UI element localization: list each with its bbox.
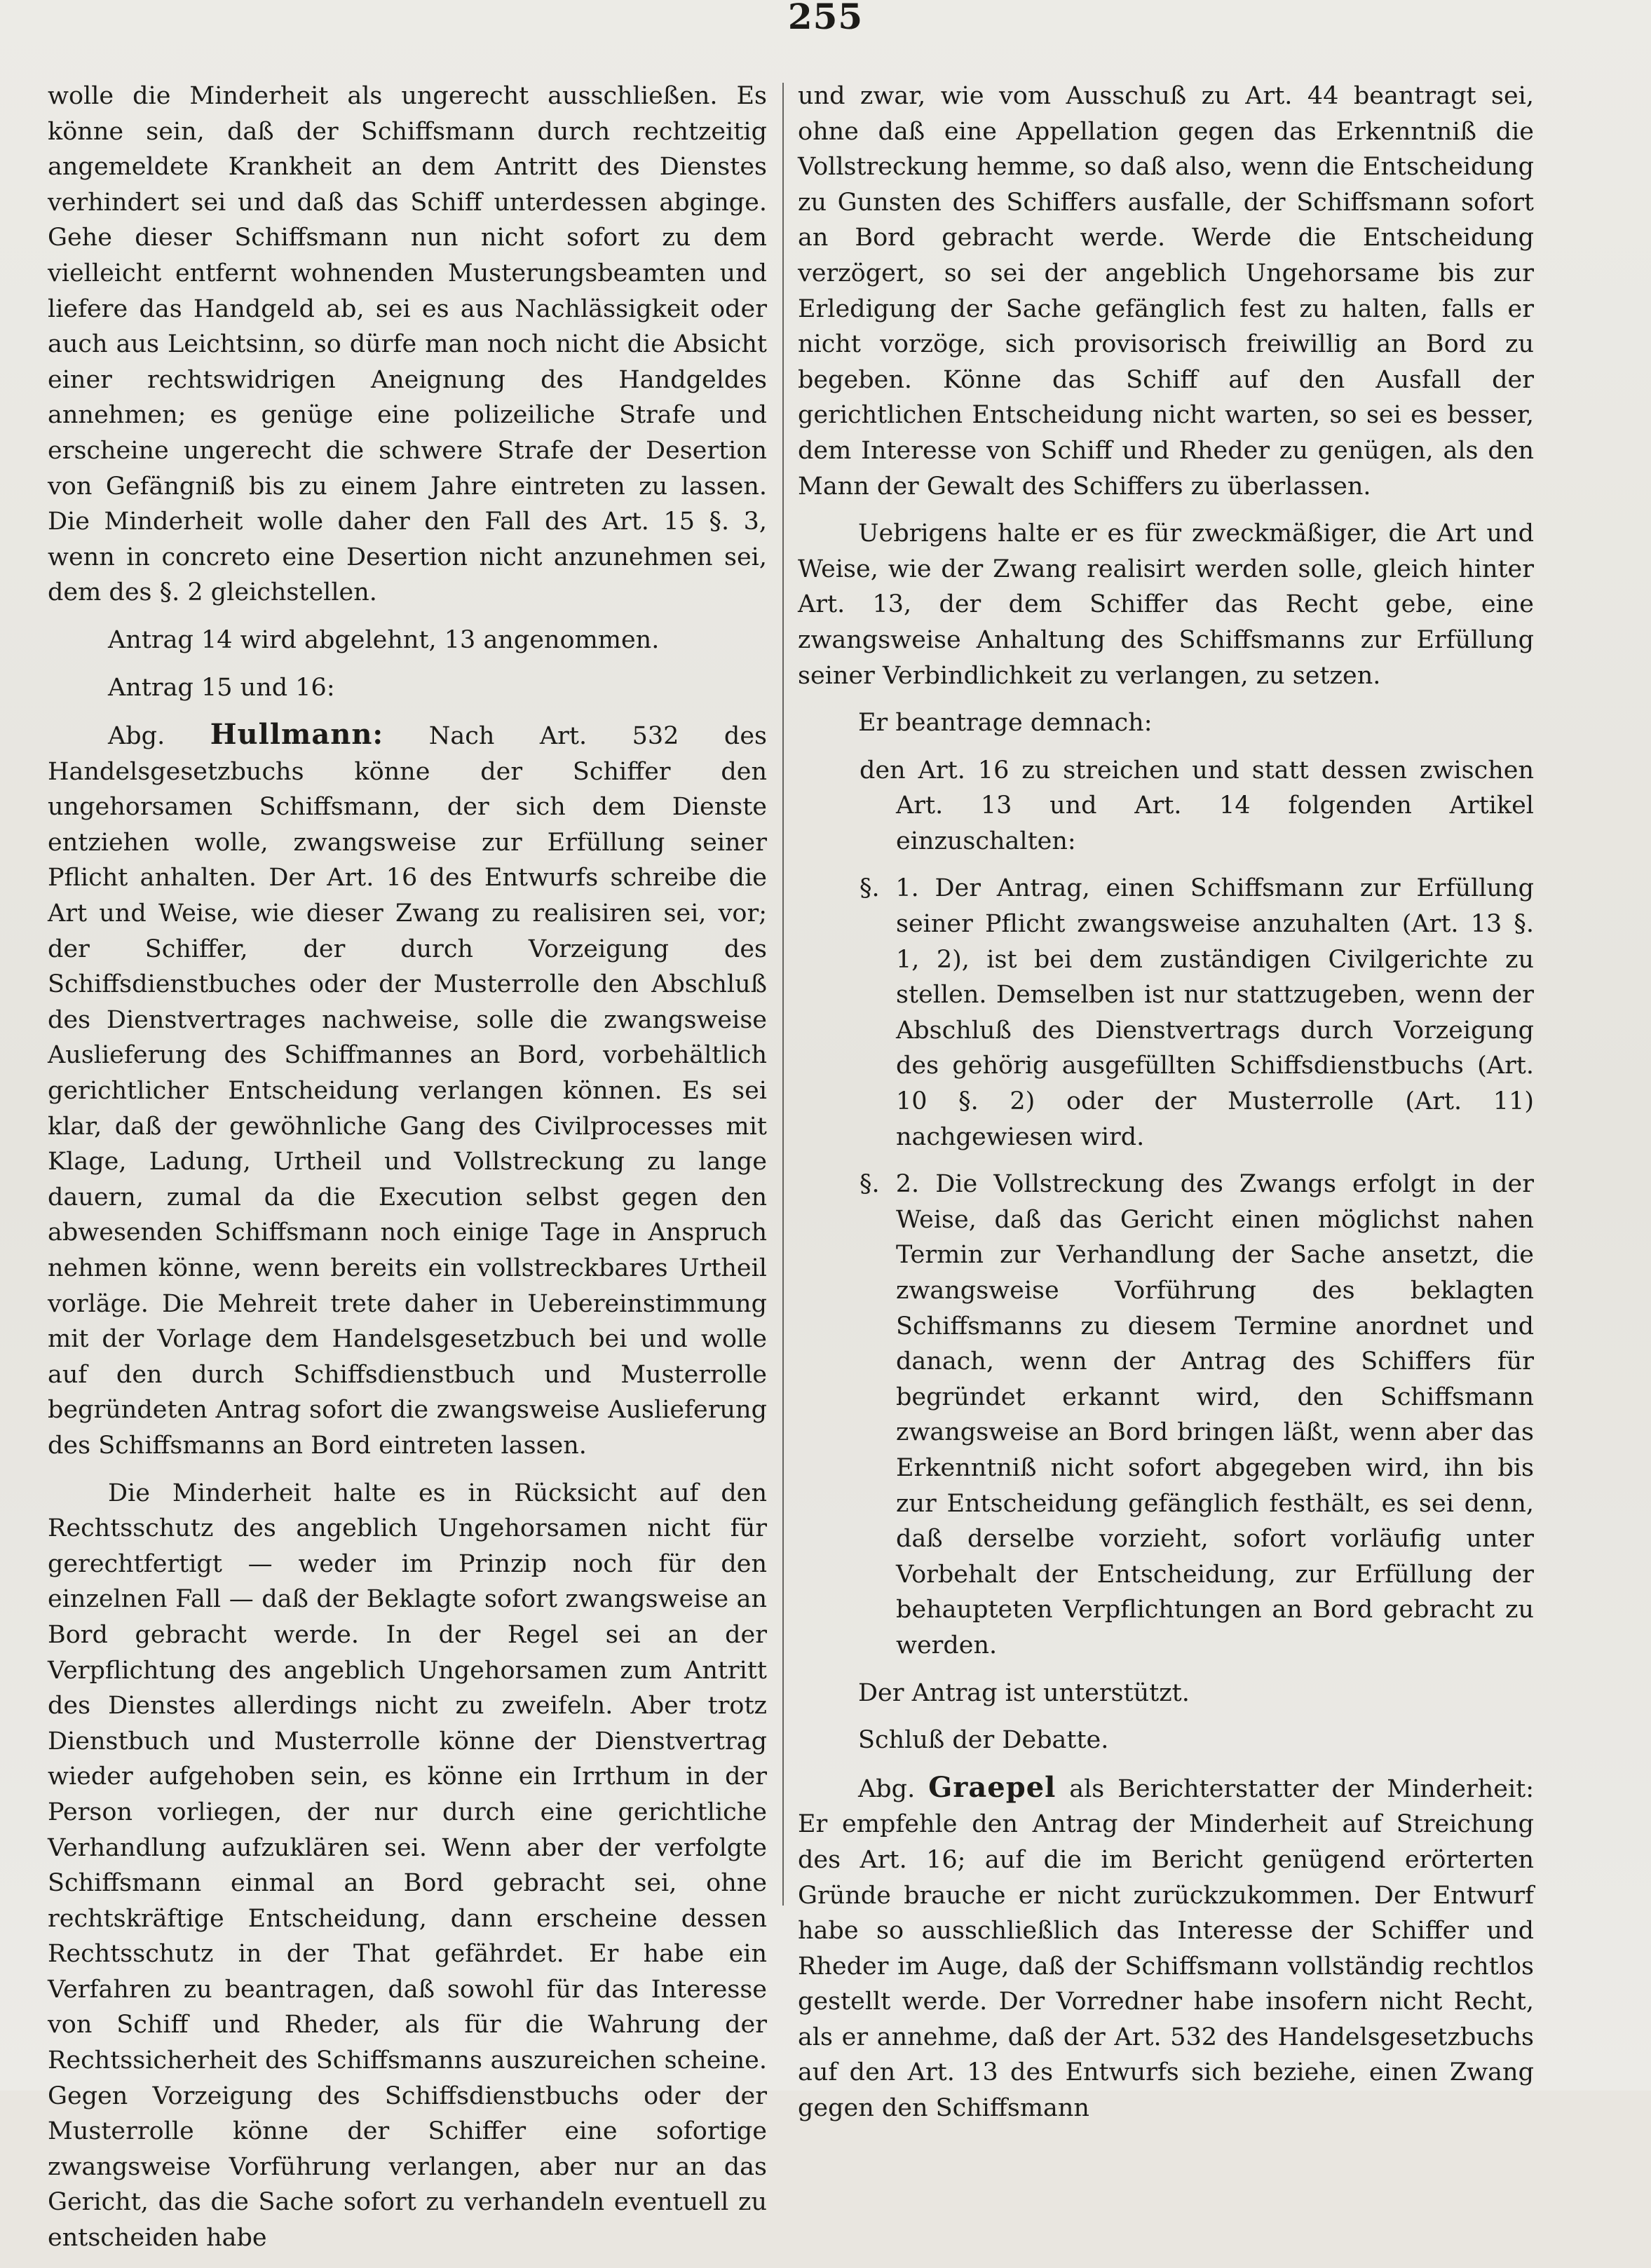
paragraph: Der Antrag ist unterstützt. (858, 1678, 1190, 1707)
speaker-name: Hullmann: (210, 718, 384, 752)
left-column (48, 79, 767, 2268)
paragraph: Schluß der Debatte. (858, 1726, 1109, 1755)
speech-paragraph (48, 717, 767, 1463)
motion-paragraph: den Art. 16 zu streichen und statt dessen zwischen Art. 13 und Art. 14 folgenden Artikel einzuschalten: (860, 756, 1534, 855)
speaker-name: Graepel (928, 1770, 1056, 1804)
right-column (798, 79, 1534, 2138)
motion-paragraph-2: §. 2. Die Vollstreckung des Zwangs erfolgt in der Weise, daß das Gericht einen möglichst nahen Termin zur Verhandlung der Sache ansetzt, die zwangsweise Vorführung des beklagten Schiffsmanns zu diesem Termine anordnet und danach, wenn der Antrag des Schiffers für begründet erkannt wird, den Schiffsmann zwangsweise an Bord bringen läßt, wenn aber das Erkenntniß nicht sofort abgegeben wird, ihn bis zur Entscheidung gefänglich festhält, es sei denn, daß derselbe vorzieht, sofort vorläufig unter Vorbehalt der Entscheidung, zur Erfüllung der behaupteten Verpflichtungen an Bord gebracht zu werden. (860, 1170, 1534, 1659)
speech-text: als Berichterstatter der Minderheit: Er empfehle den Antrag der Minderheit auf Streichung des Art. 16; auf die im Bericht genügend erörterten Gründe brauche er nicht zurückzukommen. Der Entwurf habe so ausschließlich das Interesse der Schiffer und Rheder im Auge, daß der Schiffsmann vollständig rechtlos gestellt werde. Der Vorredner habe insofern nicht Recht, als er annehme, daß der Art. 532 des Handelsgesetzbuchs auf den Art. 13 des Entwurfs sich beziehe, einen Zwang gegen den Schiffsmann (798, 1774, 1534, 2123)
speech-text: Nach Art. 532 des Handelsgesetzbuchs könne der Schiffer den ungehorsamen Schiffsmann, der sich dem Dienste entziehen wolle, zwangsweise zur Erfüllung seiner Pflicht anhalten. Der Art. 16 des Entwurfs schreibe die Art und Weise, wie dieser Zwang zu realisiren sei, vor; der Schiffer, der durch Vorzeigung des Schiffsdienstbuches oder der Musterrolle den Abschluß des Dienstvertrages nachweise, solle die zwangsweise Auslieferung des Schiffmannes an Bord, vorbehältlich gerichtlicher Entscheidung verlangen können. Es sei klar, daß der gewöhnliche Gang des Civilprocesses mit Klage, Ladung, Urtheil und Vollstreckung zu lange dauern, zumal da die Execution selbst gegen den abwesenden Schiffsmann noch einige Tage in Anspruch nehmen könne, wenn bereits ein vollstreckbares Urtheil vorläge. Die Mehreit trete daher in Uebereinstimmung mit der Vorlage dem Handelsgesetzbuch bei und wolle auf den durch Schiffsdienstbuch und Musterrolle begründeten Antrag sofort die zwangsweise Auslieferung des Schiffsmanns an Bord eintreten lassen. (48, 722, 767, 1460)
motion-paragraph-1: §. 1. Der Antrag, einen Schiffsmann zur Erfüllung seiner Pflicht zwangsweise anzuhalten (Art. 13 §. 1, 2), ist bei dem zuständigen Civilgerichte zu stellen. Demselben ist nur stattzugeben, wenn der Abschluß des Dienstvertrags durch Vorzeigung des gehörig ausgefüllten Schiffsdienstbuchs (Art. 10 §. 2) oder der Musterrolle (Art. 11) nachgewiesen wird. (860, 874, 1534, 1151)
paragraph: wolle die Minderheit als ungerecht ausschließen. Es könne sein, daß der Schiffsmann durch rechtzeitig angemeldete Krankheit an dem Antritt des Dienstes verhindert sei und daß das Schiff unterdessen abginge. Gehe dieser Schiffsmann nun nicht sofort zu dem vielleicht entfernt wohnenden Musterungsbeamten und liefere das Handgeld ab, sei es aus Nachlässigkeit oder auch aus Leichtsinn, so dürfe man noch nicht die Absicht einer rechtswidrigen Aneignung des Handgeldes annehmen; es genüge eine polizeiliche Strafe und erscheine ungerecht die schwere Strafe der Desertion von Gefängniß bis zu einem Jahre eintreten zu lassen. Die Minderheit wolle daher den Fall des Art. 15 §. 3, wenn in concreto eine Desertion nicht anzunehmen sei, dem des §. 2 gleichstellen. (48, 82, 767, 607)
speech-prefix: Abg. (108, 722, 165, 751)
page-number: 255 (787, 0, 864, 37)
paragraph: Die Minderheit halte es in Rücksicht auf den Rechtsschutz des angeblich Ungehorsamen nicht für gerechtfertigt — weder im Prinzip noch für den einzelnen Fall — daß der Beklagte sofort zwangsweise an Bord gebracht werde. In der Regel sei an der Verpflichtung des angeblich Ungehorsamen zum Antritt des Dienstes allerdings nicht zu zweifeln. Aber trotz Dienstbuch und Musterrolle könne der Dienstvertrag wieder aufgehoben sein, es könne ein Irrthum in der Person vorliegen, der nur durch eine gerichtliche Verhandlung aufzuklären sei. Wenn aber der verfolgte Schiffsmann einmal an Bord gebracht sei, ohne rechtskräftige Entscheidung, dann erscheine dessen Rechtsschutz in der That gefährdet. Er habe ein Verfahren zu beantragen, daß sowohl für das Interesse von Schiff und Rheder, als für die Wahrung der Rechtssicherheit des Schiffsmanns auszureichen scheine. Gegen Vorzeigung des Schiffsdienstbuchs oder der Musterrolle könne der Schiffer eine sofortige zwangsweise Vorführung verlangen, aber nur an das Gericht, das die Sache sofort zu verhandeln eventuell zu entscheiden habe (48, 1479, 767, 2253)
paragraph: Antrag 14 wird abgelehnt, 13 angenommen. (108, 625, 660, 654)
paragraph: und zwar, wie vom Ausschuß zu Art. 44 beantragt sei, ohne daß eine Appellation gegen das Erkenntniß die Vollstreckung hemme, so daß also, wenn die Entscheidung zu Gunsten des Schiffers ausfalle, der Schiffsmann sofort an Bord gebracht werde. Werde die Entscheidung verzögert, so sei der angeblich Ungehorsame bis zur Erledigung der Sache gefänglich fest zu halten, falls er nicht vorzöge, sich provisorisch freiwillig an Bord zu begeben. Könne das Schiff auf den Ausfall der gerichtlichen Entscheidung nicht warten, so sei es besser, dem Interesse von Schiff und Rheder zu genügen, als den Mann der Gewalt des Schiffers zu überlassen. (798, 82, 1534, 501)
speech-prefix: Abg. (858, 1774, 916, 1803)
paragraph: Er beantrage demnach: (858, 709, 1153, 738)
paragraph: Uebrigens halte er es für zweckmäßiger, die Art und Weise, wie der Zwang realisirt werden solle, gleich hinter Art. 13, der dem Schiffer das Recht gebe, eine zwangsweise Anhaltung des Schiffsmanns zur Erfüllung seiner Verbindlichkeit zu verlangen, zu setzen. (798, 520, 1534, 690)
column-divider (782, 83, 784, 1906)
paragraph: Antrag 15 und 16: (108, 673, 335, 702)
speech-paragraph (798, 1770, 1534, 2126)
